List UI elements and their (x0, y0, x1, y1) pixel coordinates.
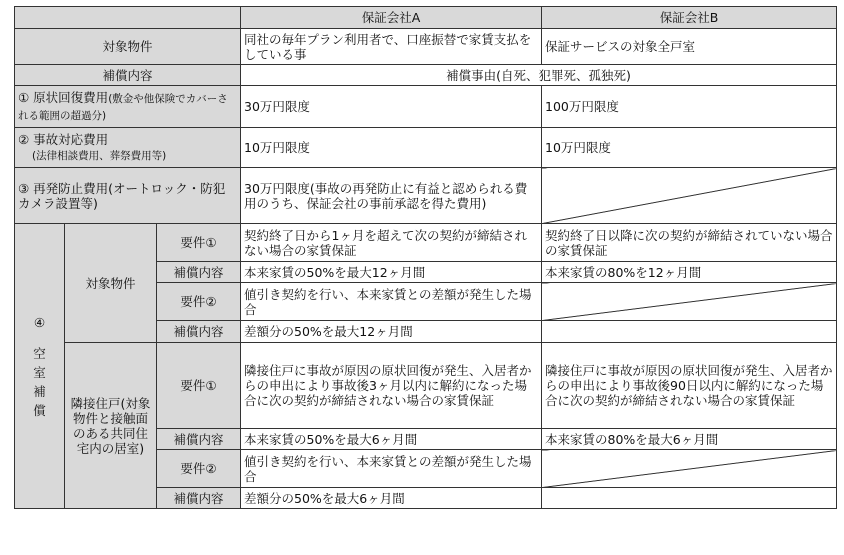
guarantee-comparison-table (14, 6, 837, 509)
item4-target-comp1-label: 補償内容 (157, 262, 241, 283)
item4-target-comp2-b-empty (542, 321, 837, 343)
item4-adjacent-req2-b-empty (542, 450, 837, 488)
item2-b: 10万円限度 (542, 128, 837, 168)
item4-target-label: 対象物件 (65, 224, 157, 343)
item1-a: 30万円限度 (241, 86, 542, 128)
item4-target-req1-b: 契約終了日以降に次の契約が締結されていない場合の家賃保証 (542, 224, 837, 262)
item2-label-cell (15, 128, 241, 168)
item4-title-char-1: 空 (33, 345, 46, 361)
comparison-table-container (14, 6, 836, 509)
item4-adjacent-comp1-label: 補償内容 (157, 429, 241, 450)
item2-label: ② 事故対応費用 (18, 131, 109, 147)
item4-adjacent-comp1-a: 本来家賃の50%を最大6ヶ月間 (241, 429, 542, 450)
item4-title (18, 313, 61, 420)
item4-adjacent-req1-row (15, 343, 837, 429)
item4-num: ④ (33, 314, 46, 330)
item4-target-comp1-a: 本来家賃の50%を最大12ヶ月間 (241, 262, 542, 283)
target-property-row (15, 29, 837, 65)
item2-row (15, 128, 837, 168)
item4-adjacent-comp2-a: 差額分の50%を最大6ヶ月間 (241, 488, 542, 509)
item4-target-comp2-a: 差額分の50%を最大12ヶ月間 (241, 321, 542, 343)
item4-title-char-2: 室 (33, 364, 46, 380)
item1-b: 100万円限度 (542, 86, 837, 128)
target-property-b: 保証サービスの対象全戸室 (542, 29, 837, 65)
item4-target-comp1-b: 本来家賃の80%を12ヶ月間 (542, 262, 837, 283)
item3-a: 30万円限度(事故の再発防止に有益と認められる費用のうち、保証会社の事前承認を得た費用) (241, 168, 542, 224)
item4-target-req1-label: 要件① (157, 224, 241, 262)
item2-a: 10万円限度 (241, 128, 542, 168)
item3-label: ③ 再発防止費用(オートロック・防犯カメラ設置等) (15, 168, 241, 224)
item4-title-cell (15, 224, 65, 509)
compensation-label: 補償内容 (15, 65, 241, 86)
item4-target-req1-row (15, 224, 837, 262)
item2-note: (法律相談費用、葬祭費用等) (32, 149, 167, 162)
header-blank-cell (15, 7, 241, 29)
item1-row (15, 86, 837, 128)
item4-adjacent-req1-label: 要件① (157, 343, 241, 429)
item4-title-char-3: 補 (33, 383, 46, 399)
item4-adjacent-label: 隣接住戸(対象物件と接触面のある共同住宅内の居室) (65, 343, 157, 509)
target-property-a: 同社の毎年プラン利用者で、口座振替で家賃支払をしている事 (241, 29, 542, 65)
compensation-row (15, 65, 837, 86)
compensation-reason: 補償事由(自死、犯罪死、孤独死) (241, 65, 837, 86)
header-company-b: 保証会社B (542, 7, 837, 29)
item4-adjacent-req2-a: 値引き契約を行い、本来家賃との差額が発生した場合 (241, 450, 542, 488)
item4-target-req1-a: 契約終了日から1ヶ月を超えて次の契約が締結されない場合の家賃保証 (241, 224, 542, 262)
item4-target-req2-b-empty (542, 283, 837, 321)
item4-adjacent-comp1-b: 本来家賃の80%を最大6ヶ月間 (542, 429, 837, 450)
item4-adjacent-comp2-b-empty (542, 488, 837, 509)
item4-target-req2-a: 値引き契約を行い、本来家賃との差額が発生した場合 (241, 283, 542, 321)
item3-row (15, 168, 837, 224)
header-company-a: 保証会社A (241, 7, 542, 29)
item1-label-cell (15, 86, 241, 128)
item4-adjacent-req1-a: 隣接住戸に事故が原因の原状回復が発生、入居者からの申出により事故後3ヶ月以内に解約になった場合に次の契約が締結されない場合の家賃保証 (241, 343, 542, 429)
item4-target-comp2-label: 補償内容 (157, 321, 241, 343)
item1-label: ① 原状回復費用 (18, 89, 109, 105)
item4-target-req2-label: 要件② (157, 283, 241, 321)
item1-note: (敷金や他保険でカバーされる範囲の超過分) (18, 92, 228, 122)
target-property-label: 対象物件 (15, 29, 241, 65)
item4-adjacent-req2-label: 要件② (157, 450, 241, 488)
item4-adjacent-req1-b: 隣接住戸に事故が原因の原状回復が発生、入居者からの申出により事故後90日以内に解約になった場合に次の契約が締結されない場合の家賃保証 (542, 343, 837, 429)
item4-title-char-4: 償 (33, 402, 46, 418)
item4-adjacent-comp2-label: 補償内容 (157, 488, 241, 509)
item3-b-empty (542, 168, 837, 224)
header-row (15, 7, 837, 29)
